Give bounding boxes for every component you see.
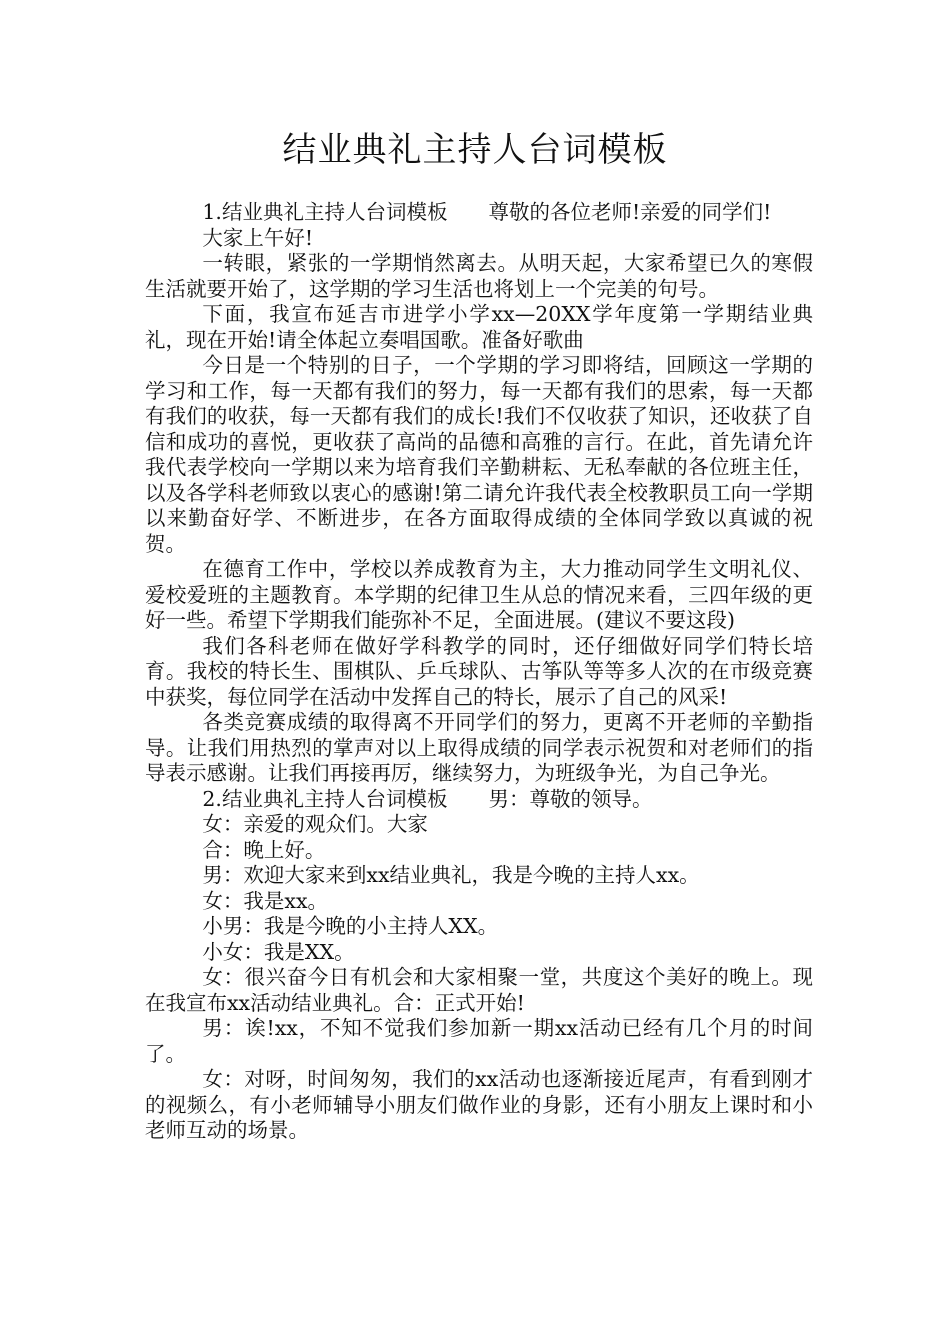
paragraph: 女：对呀，时间匆匆，我们的xx活动也逐渐接近尾声，有看到刚才的视频么，有小老师辅导小朋友们做作业的身影，还有小朋友上课时和小老师互动的场景。 xyxy=(145,1067,813,1142)
paragraph: 各类竞赛成绩的取得离不开同学们的努力，更离不开老师的辛勤指导。让我们用热烈的掌声对以上取得成绩的同学表示祝贺和对老师们的指导表示感谢。让我们再接再厉，继续努力，为班级争光，为自己争光。 xyxy=(145,710,813,785)
paragraph: 我们各科老师在做好学科教学的同时，还仔细做好同学们特长培育。我校的特长生、围棋队、乒乓球队、古筝队等等多人次的在市级竞赛中获奖，每位同学在活动中发挥自己的特长，展示了自己的风采! xyxy=(145,633,813,709)
paragraph: 大家上午好! xyxy=(202,225,314,250)
paragraph: 在德育工作中，学校以养成教育为主，大力推动同学生文明礼仪、爱校爱班的主题教育。本学期的纪律卫生从总的情况来看，三四年级的更好一些。希望下学期我们能弥补不足，全面进展。(建议不要这段) xyxy=(145,557,813,632)
document-body xyxy=(145,200,813,1144)
paragraph: 男：欢迎大家来到xx结业典礼，我是今晚的主持人xx。 xyxy=(202,863,700,887)
paragraph: 2.结业典礼主持人台词模板 男：尊敬的领导。 xyxy=(202,786,653,811)
paragraph: 男：诶!xx，不知不觉我们参加新一期xx活动已经有几个月的时间了。 xyxy=(145,1016,813,1066)
paragraph: 一转眼，紧张的一学期悄然离去。从明天起，大家希望已久的寒假生活就要开始了，这学期的学习生活也将划上一个完美的句号。 xyxy=(145,251,813,301)
paragraph: 小男：我是今晚的小主持人XX。 xyxy=(202,914,499,938)
paragraph: 女：亲爱的观众们。大家 xyxy=(202,812,428,836)
paragraph: 1.结业典礼主持人台词模板 尊敬的各位老师!亲爱的同学们! xyxy=(202,200,772,224)
paragraph: 小女：我是XX。 xyxy=(202,939,355,964)
paragraph: 下面，我宣布延吉市进学小学xx—20XX学年度第一学期结业典礼，现在开始!请全体起立奏唱国歌。准备好歌曲 xyxy=(145,302,813,352)
paragraph: 女：我是xx。 xyxy=(202,888,329,913)
paragraph: 合：晚上好。 xyxy=(202,837,326,862)
paragraph: 女：很兴奋今日有机会和大家相聚一堂，共度这个美好的晚上。现在我宣布xx活动结业典礼。合：正式开始! xyxy=(145,965,813,1015)
paragraph: 今日是一个特别的日子，一个学期的学习即将结，回顾这一学期的学习和工作，每一天都有我们的努力，每一天都有我们的思索，每一天都有我们的收获，每一天都有我们的成长!我们不仅收获了知识，还收获了自信和成功的喜悦，更收获了高尚的品德和高雅的言行。在此，首先请允许我代表学校向一学期以来为培育我们辛勤耕耘、无私奉献的各位班主任，以及各学科老师致以衷心的感谢!第二请允许我代表全校教职员工向一学期以来勤奋好学、不断进步，在各方面取得成绩的全体同学致以真诚的祝贺。 xyxy=(145,353,813,556)
document-title: 结业典礼主持人台词模板 xyxy=(282,130,668,170)
